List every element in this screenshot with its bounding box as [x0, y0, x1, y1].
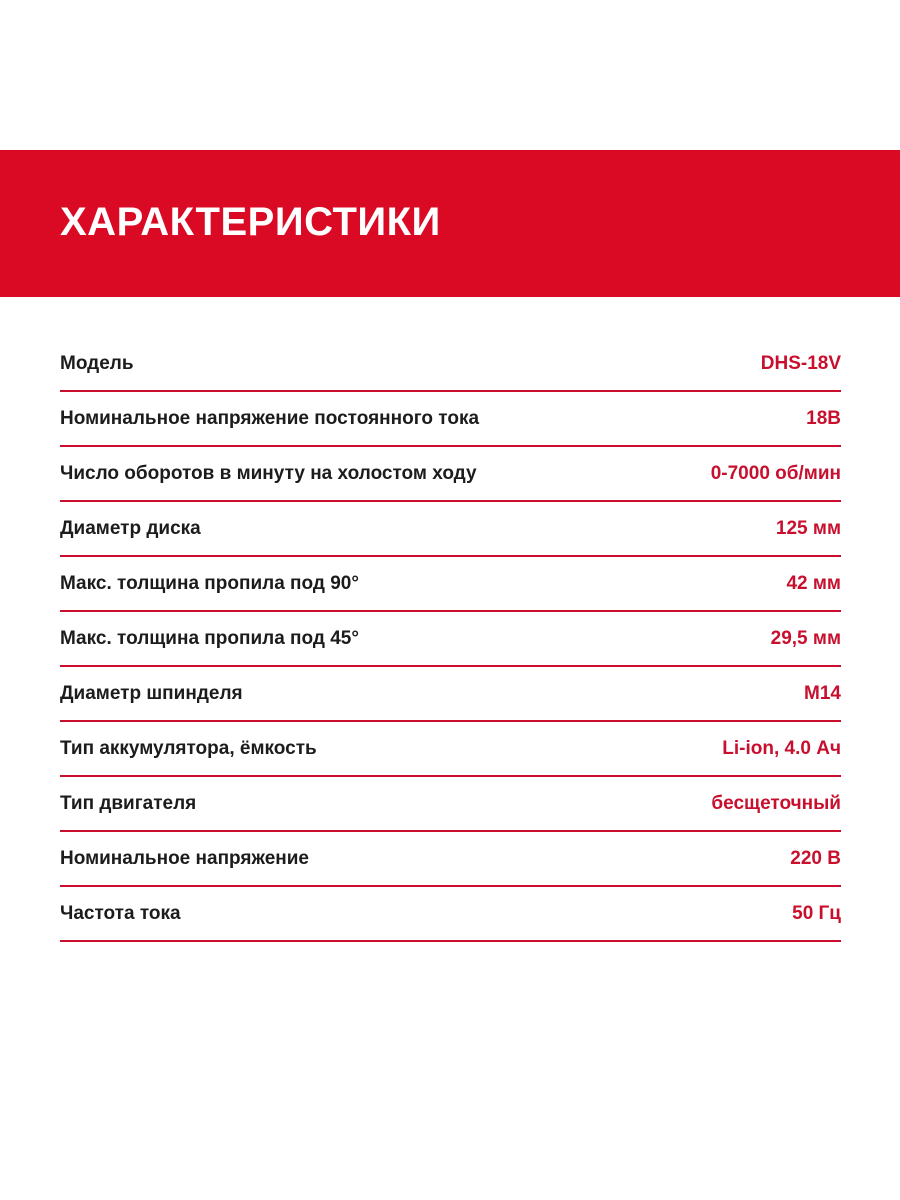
spec-row-idle-speed [60, 447, 841, 502]
spec-label: Частота тока [60, 903, 181, 924]
spec-value: 50 Гц [792, 903, 841, 924]
spec-label: Тип аккумулятора, ёмкость [60, 738, 317, 759]
spec-row-motor-type [60, 777, 841, 832]
spec-table [60, 337, 841, 942]
spec-row-spindle-diameter [60, 667, 841, 722]
spec-label: Число оборотов в минуту на холостом ходу [60, 463, 477, 484]
spec-row-rated-voltage [60, 832, 841, 887]
spec-value: М14 [804, 683, 841, 704]
spec-label: Макс. толщина пропила под 45° [60, 628, 359, 649]
spec-label: Номинальное напряжение [60, 848, 310, 869]
spec-value: Li-ion, 4.0 Ач [722, 738, 841, 759]
spec-value: 42 мм [786, 573, 841, 594]
spec-row-battery [60, 722, 841, 777]
spec-label: Диаметр диска [60, 518, 201, 539]
spec-label: Номинальное напряжение постоянного тока [60, 408, 480, 429]
spec-row-cut-depth-90 [60, 557, 841, 612]
spec-row-dc-voltage [60, 392, 841, 447]
spec-label: Тип двигателя [60, 793, 197, 814]
spec-row-cut-depth-45 [60, 612, 841, 667]
spec-value: 18В [806, 408, 841, 429]
spec-value: DHS-18V [760, 353, 841, 374]
spec-row-disc-diameter [60, 502, 841, 557]
spec-label: Модель [60, 353, 134, 374]
spec-row-model [60, 337, 841, 392]
row-divider [60, 940, 841, 942]
spec-value: 0-7000 об/мин [710, 463, 841, 484]
spec-value: 220 В [790, 848, 841, 869]
spec-label: Макс. толщина пропила под 90° [60, 573, 359, 594]
page-title: ХАРАКТЕРИСТИКИ [60, 200, 441, 244]
spec-value: бесщеточный [711, 793, 841, 814]
spec-value: 29,5 мм [770, 628, 841, 649]
spec-row-frequency [60, 887, 841, 942]
spec-value: 125 мм [775, 518, 841, 539]
spec-label: Диаметр шпинделя [60, 683, 243, 704]
